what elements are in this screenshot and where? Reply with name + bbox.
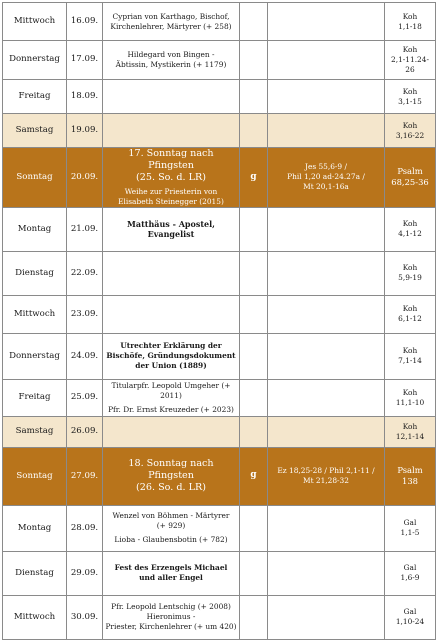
liturgical-color-cell: [240, 80, 268, 114]
bible-book: Koh: [402, 421, 418, 431]
bible-book: Koh: [402, 11, 418, 21]
commemoration-cell: [103, 80, 240, 114]
readings-cell: [268, 80, 385, 114]
weekday-cell: Donnerstag: [3, 41, 67, 80]
bible-verses: 68,25-36: [391, 177, 429, 188]
sunday-title-cell: [103, 447, 240, 505]
date-cell: 19.09.: [67, 114, 103, 148]
date-cell: 26.09.: [67, 416, 103, 447]
table-row: [3, 41, 436, 80]
commemoration-line: Cyprian von Karthago, Bischof,: [112, 11, 230, 21]
bible-verses: 7,1-14: [398, 356, 422, 366]
readings-cell: [268, 379, 385, 416]
bible-verses: 3,16-22: [395, 130, 425, 140]
table-row: [3, 295, 436, 333]
table-row: [3, 379, 436, 416]
readings-cell: [268, 41, 385, 80]
date-cell: 21.09.: [67, 207, 103, 251]
weekday-cell: Sonntag: [3, 148, 67, 208]
reading-line: Phil 1,20 ad-24.27a /: [287, 172, 365, 182]
commemoration-cell: [103, 207, 240, 251]
table-row: [3, 3, 436, 41]
liturgical-color-cell: [240, 114, 268, 148]
sunday-title: 18. Sonntag nach Pfingsten: [128, 458, 214, 482]
commemoration-line: Fest des Erzengels Michael: [114, 563, 228, 573]
weekday-cell: Mittwoch: [3, 295, 67, 333]
sunday-subtitle: (25. So. d. LR): [136, 171, 206, 183]
table-row-sunday: [3, 447, 436, 505]
liturgical-color-cell: [240, 595, 268, 639]
commemoration-cell: [103, 41, 240, 80]
reading-line: Mt 21,28-32: [303, 476, 349, 486]
readings-cell: [268, 114, 385, 148]
sunday-title-cell: [103, 148, 240, 208]
commemoration-line: Lioba - Glaubensbotin (+ 782): [114, 535, 228, 545]
bible-book: Gal: [403, 563, 417, 573]
commemoration-cell: [103, 505, 240, 551]
table-row: [3, 595, 436, 639]
readings-cell: [268, 333, 385, 379]
date-cell: 29.09.: [67, 551, 103, 595]
liturgical-color-cell: [240, 207, 268, 251]
bible-book: Koh: [402, 346, 418, 356]
sunday-subtitle: (26. So. d. LR): [136, 482, 206, 494]
bible-book: Koh: [402, 304, 418, 314]
bible-book: Koh: [402, 387, 418, 397]
table-row: [3, 251, 436, 295]
bible-verses: 2,1-11.24-26: [391, 55, 429, 74]
readings-cell: [268, 295, 385, 333]
bible-verses: 138: [402, 476, 418, 487]
bible-verses: 6,1-12: [398, 314, 422, 324]
commemoration-line: Kirchenlehrer, Märtyrer (+ 258): [110, 21, 232, 31]
liturgical-color-cell: [240, 551, 268, 595]
readings-cell: [268, 447, 385, 505]
bible-text-cell: [385, 447, 436, 505]
table-row-saturday: [3, 416, 436, 447]
liturgical-color-cell: g: [240, 148, 268, 208]
bible-verses: 5,9-19: [398, 273, 422, 283]
date-cell: 22.09.: [67, 251, 103, 295]
weekday-cell: Sonntag: [3, 447, 67, 505]
weekday-cell: Freitag: [3, 379, 67, 416]
bible-text-cell: [385, 416, 436, 447]
bible-verses: 1,1-5: [400, 528, 420, 538]
readings-cell: [268, 148, 385, 208]
table-row: [3, 333, 436, 379]
bible-verses: 4,1-12: [398, 229, 422, 239]
commemoration-line: (+ 929): [156, 521, 186, 531]
weekday-cell: Mittwoch: [3, 3, 67, 41]
bible-book: Gal: [403, 518, 417, 528]
commemoration-cell: [103, 295, 240, 333]
date-cell: 17.09.: [67, 41, 103, 80]
liturgical-color-cell: [240, 416, 268, 447]
commemoration-line: Pfr. Dr. Ernst Kreuzeder (+ 2023): [108, 404, 234, 414]
readings-cell: [268, 595, 385, 639]
weekday-cell: Montag: [3, 207, 67, 251]
liturgical-color-cell: [240, 295, 268, 333]
bible-book: Psalm: [397, 465, 423, 476]
bible-text-cell: [385, 207, 436, 251]
bible-verses: 1,10-24: [395, 617, 425, 627]
bible-text-cell: [385, 333, 436, 379]
weekday-cell: Donnerstag: [3, 333, 67, 379]
commemoration-line: Titularpfr. Leopold Umgeher (+ 2011): [111, 380, 231, 400]
reading-line: Mt 20,1-16a: [303, 182, 349, 192]
commemoration-line: Hieronimus -: [146, 612, 196, 622]
commemoration-cell: [103, 251, 240, 295]
date-cell: 24.09.: [67, 333, 103, 379]
bible-verses: 11,1-10: [395, 397, 425, 407]
commemoration-cell: [103, 551, 240, 595]
commemoration-line: Bischöfe, Gründungsdokument: [106, 351, 236, 361]
commemoration-line: Elisabeth Steinegger (2015): [118, 196, 224, 206]
readings-cell: [268, 251, 385, 295]
readings-cell: [268, 505, 385, 551]
bible-book: Koh: [402, 120, 418, 130]
liturgical-color-cell: [240, 3, 268, 41]
bible-book: Gal: [403, 607, 417, 617]
commemoration-line: der Union (1889): [135, 361, 207, 371]
bible-text-cell: [385, 41, 436, 80]
calendar-table: [2, 2, 436, 640]
commemoration-cell: [103, 333, 240, 379]
bible-text-cell: [385, 80, 436, 114]
date-cell: 20.09.: [67, 148, 103, 208]
commemoration-line: Äbtissin, Mystikerin (+ 1179): [115, 60, 227, 69]
readings-cell: [268, 207, 385, 251]
commemoration-cell: [103, 3, 240, 41]
date-cell: 18.09.: [67, 80, 103, 114]
weekday-cell: Dienstag: [3, 551, 67, 595]
readings-cell: [268, 551, 385, 595]
weekday-cell: Freitag: [3, 80, 67, 114]
liturgical-color-cell: [240, 505, 268, 551]
weekday-cell: Samstag: [3, 114, 67, 148]
liturgical-color-cell: [240, 251, 268, 295]
commemoration-cell: [103, 379, 240, 416]
bible-text-cell: [385, 3, 436, 41]
table-row: [3, 505, 436, 551]
liturgical-color-cell: [240, 379, 268, 416]
bible-text-cell: [385, 379, 436, 416]
readings-cell: [268, 416, 385, 447]
bible-text-cell: [385, 295, 436, 333]
bible-verses: 1,1-18: [398, 21, 422, 31]
bible-text-cell: [385, 595, 436, 639]
date-cell: 23.09.: [67, 295, 103, 333]
table-row-saturday: [3, 114, 436, 148]
bible-verses: 12,1-14: [395, 431, 425, 441]
bible-verses: 1,6-9: [400, 573, 420, 583]
bible-text-cell: [385, 551, 436, 595]
readings-cell: [268, 3, 385, 41]
commemoration-cell: [103, 416, 240, 447]
commemoration-line: Weihe zur Priesterin von: [124, 186, 218, 196]
bible-text-cell: [385, 114, 436, 148]
commemoration-line: Priester, Kirchenlehrer (+ um 420): [105, 622, 237, 632]
date-cell: 28.09.: [67, 505, 103, 551]
date-cell: 16.09.: [67, 3, 103, 41]
weekday-cell: Mittwoch: [3, 595, 67, 639]
weekday-cell: Dienstag: [3, 251, 67, 295]
bible-text-cell: [385, 251, 436, 295]
commemoration-line: Pfr. Leopold Lentschig (+ 2008): [111, 602, 231, 612]
date-cell: 30.09.: [67, 595, 103, 639]
bible-book: Koh: [402, 86, 418, 96]
commemoration-line: Hildegard von Bingen -: [127, 50, 215, 60]
commemoration-line: Matthäus - Apostel, Evangelist: [127, 218, 215, 240]
bible-book: Koh: [402, 45, 418, 55]
sunday-title: 17. Sonntag nach Pfingsten: [128, 148, 214, 171]
table-row: [3, 207, 436, 251]
reading-line: Jes 55,6-9 /: [305, 162, 347, 172]
commemoration-line: Utrechter Erklärung der: [120, 341, 222, 351]
liturgical-color-cell: [240, 333, 268, 379]
date-cell: 25.09.: [67, 379, 103, 416]
table-row: [3, 551, 436, 595]
weekday-cell: Montag: [3, 505, 67, 551]
bible-book: Koh: [402, 263, 418, 273]
bible-verses: 3,1-15: [398, 96, 422, 106]
reading-line: Ez 18,25-28 / Phil 2,1-11 /: [277, 466, 375, 476]
commemoration-cell: [103, 595, 240, 639]
table-row: [3, 80, 436, 114]
commemoration-line: und aller Engel: [139, 573, 203, 583]
bible-text-cell: [385, 505, 436, 551]
date-cell: 27.09.: [67, 447, 103, 505]
liturgical-color-cell: [240, 41, 268, 80]
commemoration-cell: [103, 114, 240, 148]
weekday-cell: Samstag: [3, 416, 67, 447]
table-row-sunday: [3, 148, 436, 208]
bible-book: Koh: [402, 219, 418, 229]
commemoration-line: Wenzel von Böhmen - Märtyrer: [112, 511, 230, 521]
bible-text-cell: [385, 148, 436, 208]
bible-book: Psalm: [397, 166, 423, 177]
liturgical-color-cell: g: [240, 447, 268, 505]
